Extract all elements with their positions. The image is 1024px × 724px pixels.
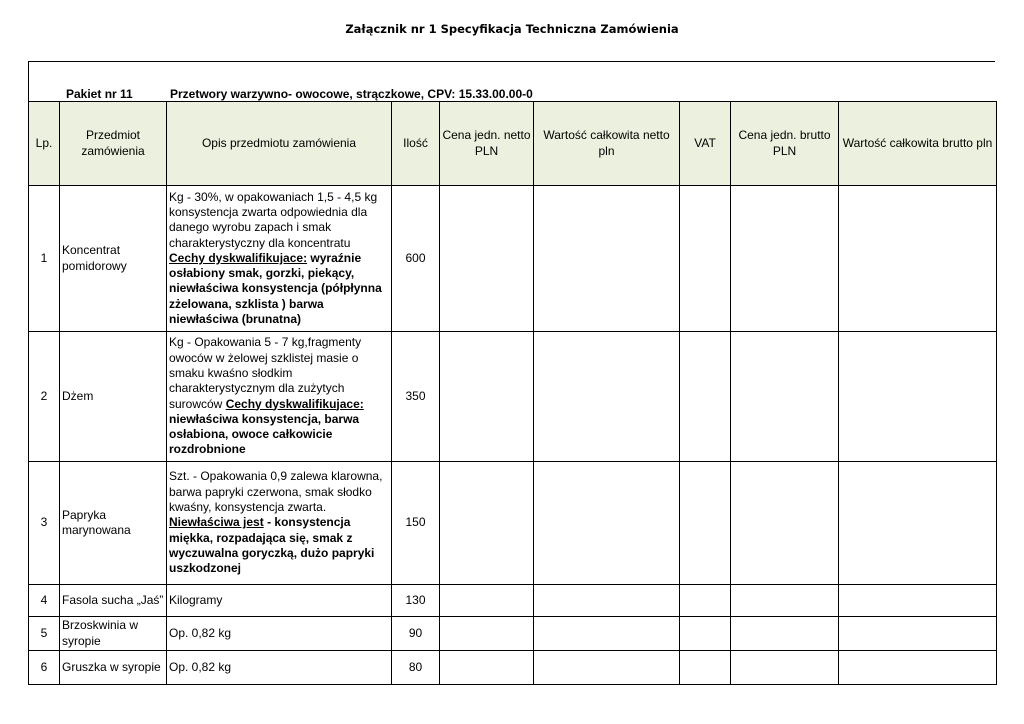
cell-total-net[interactable] (534, 186, 680, 332)
cell-total-net[interactable] (534, 651, 680, 685)
description-label: Niewłaściwa jest (169, 515, 264, 530)
description-plain: Szt. - Opakowania 0,9 zalewa klarowna, barwa papryki czerwona, smak słodko kwaśny, konsystencja zwarta. (169, 469, 383, 515)
description-plain: Kg - 30%, w opakowaniach 1,5 - 4,5 kg konsystencja zwarta odpowiednia dla danego wyrobu zapach i smak charakterystyczny dla koncentratu (169, 189, 378, 250)
cell-total-net[interactable] (534, 585, 680, 617)
cell-unit-net[interactable] (440, 186, 534, 332)
cell-total-gross[interactable] (839, 186, 997, 332)
row-quantity: 90 (392, 617, 440, 651)
cell-unit-gross[interactable] (731, 585, 839, 617)
table-row (29, 332, 997, 462)
row-description (167, 332, 392, 462)
cell-vat[interactable] (680, 462, 731, 585)
table-row (29, 651, 997, 685)
cell-unit-net[interactable] (440, 651, 534, 685)
table-header-row (29, 102, 997, 186)
frame-top-border (28, 61, 995, 62)
description-bold: wyraźnie osłabiony smak, gorzki, piekący, niewłaściwa konsystencja (półpłynna zżelowana, szklista ) barwa niewłaściwa (brunatna) (169, 250, 382, 327)
frame-left-border (28, 61, 29, 101)
cell-vat[interactable] (680, 617, 731, 651)
cell-unit-net[interactable] (440, 585, 534, 617)
cell-total-net[interactable] (534, 332, 680, 462)
description-label: Cechy dyskwalifikujace: (225, 396, 364, 411)
header-description: Opis przedmiotu zamówienia (167, 102, 392, 186)
header-vat: VAT (680, 102, 731, 186)
cell-total-net[interactable] (534, 462, 680, 585)
specification-table (28, 101, 997, 685)
row-quantity: 130 (392, 585, 440, 617)
row-description (167, 186, 392, 332)
row-lp: 6 (29, 651, 60, 685)
cell-vat[interactable] (680, 332, 731, 462)
cell-total-gross[interactable] (839, 332, 997, 462)
row-item: Brzoskwinia w syropie (60, 617, 167, 651)
cell-total-gross[interactable] (839, 617, 997, 651)
table-row (29, 462, 997, 585)
cell-unit-gross[interactable] (731, 462, 839, 585)
row-item: Dżem (60, 332, 167, 462)
cell-vat[interactable] (680, 651, 731, 685)
document-title: Załącznik nr 1 Specyfikacja Techniczna Zamówienia (345, 22, 679, 36)
cell-unit-net[interactable] (440, 617, 534, 651)
cell-unit-gross[interactable] (731, 651, 839, 685)
row-item: Papryka marynowana (60, 462, 167, 585)
description-label: Cechy dyskwalifikujace: (169, 250, 308, 265)
package-description: Przetwory warzywno- owocowe, strączkowe, CPV: 15.33.00.00-0 (170, 87, 533, 101)
header-total-net: Wartość całkowita netto pln (534, 102, 680, 186)
row-lp: 3 (29, 462, 60, 585)
table-row (29, 585, 997, 617)
cell-unit-net[interactable] (440, 332, 534, 462)
cell-unit-gross[interactable] (731, 332, 839, 462)
header-quantity: Ilość (392, 102, 440, 186)
row-quantity: 350 (392, 332, 440, 462)
description-bold: - konsystencja miękka, rozpadająca się, smak z wyczuwalna goryczką, dużo papryki uszkodzonej (169, 515, 375, 576)
cell-unit-gross[interactable] (731, 186, 839, 332)
header-unit-gross: Cena jedn. brutto PLN (731, 102, 839, 186)
description-bold: niewłaściwa konsystencja, barwa osłabiona, owoce całkowicie rozdrobnione (169, 411, 360, 457)
cell-unit-gross[interactable] (731, 617, 839, 651)
row-item: Koncentrat pomidorowy (60, 186, 167, 332)
cell-unit-net[interactable] (440, 462, 534, 585)
row-description: Op. 0,82 kg (167, 651, 392, 685)
row-description (167, 462, 392, 585)
row-lp: 2 (29, 332, 60, 462)
row-quantity: 80 (392, 651, 440, 685)
cell-vat[interactable] (680, 585, 731, 617)
header-unit-net: Cena jedn. netto PLN (440, 102, 534, 186)
row-lp: 5 (29, 617, 60, 651)
cell-total-gross[interactable] (839, 462, 997, 585)
header-total-gross: Wartość całkowita brutto pln (839, 102, 997, 186)
cell-vat[interactable] (680, 186, 731, 332)
package-label: Pakiet nr 11 (66, 87, 133, 101)
row-lp: 1 (29, 186, 60, 332)
cell-total-net[interactable] (534, 617, 680, 651)
row-description: Kilogramy (167, 585, 392, 617)
row-description: Op. 0,82 kg (167, 617, 392, 651)
row-quantity: 600 (392, 186, 440, 332)
header-lp: Lp. (29, 102, 60, 186)
table-row (29, 617, 997, 651)
row-quantity: 150 (392, 462, 440, 585)
row-item: Fasola sucha „Jaś” (60, 585, 167, 617)
row-item: Gruszka w syropie (60, 651, 167, 685)
description-plain: Kg - Opakowania 5 - 7 kg,fragmenty owoców w żelowej szklistej masie o smaku kwaśno słodkim charakterystycznym dla zużytych surowców (169, 335, 362, 411)
cell-total-gross[interactable] (839, 651, 997, 685)
cell-total-gross[interactable] (839, 585, 997, 617)
table-row (29, 186, 997, 332)
header-item: Przedmiot zamówienia (60, 102, 167, 186)
row-lp: 4 (29, 585, 60, 617)
